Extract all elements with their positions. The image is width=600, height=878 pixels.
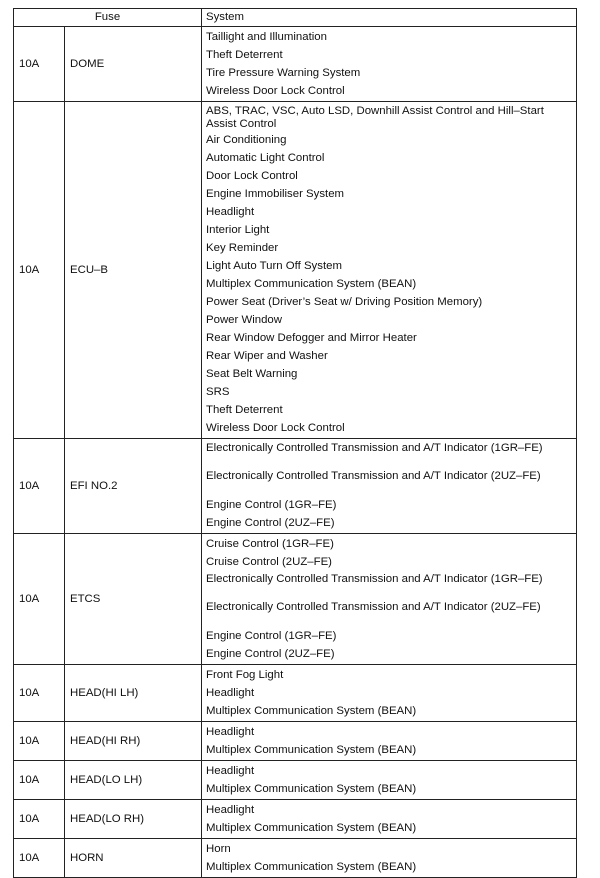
system-item: Theft Deterrent (206, 49, 283, 61)
system-item: Rear Window Defogger and Mirror Heater (206, 332, 417, 344)
system-item: Seat Belt Warning (206, 368, 298, 380)
table-row (14, 665, 577, 722)
system-item: Headlight (206, 206, 255, 218)
fuse-name: HEAD(HI LH) (65, 665, 202, 722)
fuse-amperage: 10A (14, 27, 65, 102)
table-body (14, 27, 577, 878)
system-item: Air Conditioning (206, 134, 287, 146)
system-item: Cruise Control (2UZ–FE) (206, 556, 332, 568)
table-row (14, 800, 577, 839)
system-item: Engine Control (1GR–FE) (206, 499, 337, 511)
system-item: Interior Light (206, 224, 270, 236)
system-item: Light Auto Turn Off System (206, 260, 342, 272)
system-item: Wireless Door Lock Control (206, 422, 345, 434)
system-item: Multiplex Communication System (BEAN) (206, 783, 417, 795)
system-item: Engine Immobiliser System (206, 188, 345, 200)
system-item: Engine Control (2UZ–FE) (206, 517, 335, 529)
table-row (14, 761, 577, 800)
system-column-header: System (202, 9, 577, 27)
system-item: Taillight and Illumination (206, 31, 327, 43)
system-item: Multiplex Communication System (BEAN) (206, 278, 417, 290)
system-item: Headlight (206, 765, 255, 777)
header-row (14, 9, 577, 27)
system-item: Headlight (206, 687, 255, 699)
table-row (14, 439, 577, 534)
table-row (14, 534, 577, 665)
system-item: Wireless Door Lock Control (206, 85, 345, 97)
system-item: Key Reminder (206, 242, 279, 254)
fuse-amperage: 10A (14, 839, 65, 878)
fuse-amperage: 10A (14, 761, 65, 800)
fuse-amperage: 10A (14, 439, 65, 534)
system-list (202, 439, 577, 534)
system-item: Multiplex Communication System (BEAN) (206, 822, 417, 834)
system-list (202, 839, 577, 878)
system-item: Multiplex Communication System (BEAN) (206, 705, 417, 717)
fuse-name: HEAD(HI RH) (65, 722, 202, 761)
system-item: Theft Deterrent (206, 404, 283, 416)
system-item: Engine Control (2UZ–FE) (206, 648, 335, 660)
system-item: Power Seat (Driver’s Seat w/ Driving Position Memory) (206, 296, 483, 308)
system-item: Electronically Controlled Transmission and A/T Indicator (1GR–FE) (206, 573, 543, 585)
fuse-amperage: 10A (14, 102, 65, 439)
fuse-name: ETCS (65, 534, 202, 665)
system-item: Electronically Controlled Transmission and A/T Indicator (2UZ–FE) (206, 601, 541, 613)
system-list (202, 722, 577, 761)
system-item: ABS, TRAC, VSC, Auto LSD, Downhill Assist Control and Hill–Start Assist Control (206, 105, 544, 130)
system-item: Electronically Controlled Transmission and A/T Indicator (1GR–FE) (206, 442, 543, 454)
system-item: Cruise Control (1GR–FE) (206, 538, 334, 550)
fuse-amperage: 10A (14, 534, 65, 665)
system-item: Horn (206, 843, 231, 855)
system-item: Multiplex Communication System (BEAN) (206, 861, 417, 873)
system-item: Automatic Light Control (206, 152, 325, 164)
fuse-amperage: 10A (14, 722, 65, 761)
system-item: SRS (206, 386, 230, 398)
system-list (202, 534, 577, 665)
system-item: Rear Wiper and Washer (206, 350, 328, 362)
system-list (202, 27, 577, 102)
fuse-amperage: 10A (14, 665, 65, 722)
system-list (202, 665, 577, 722)
system-item: Headlight (206, 726, 255, 738)
fuse-name: HEAD(LO LH) (65, 761, 202, 800)
fuse-name: HEAD(LO RH) (65, 800, 202, 839)
table-row (14, 102, 577, 439)
table-row (14, 839, 577, 878)
fuse-name: EFI NO.2 (65, 439, 202, 534)
system-item: Headlight (206, 804, 255, 816)
system-item: Engine Control (1GR–FE) (206, 630, 337, 642)
system-list (202, 761, 577, 800)
system-list (202, 102, 577, 439)
fuse-name: ECU–B (65, 102, 202, 439)
system-item: Electronically Controlled Transmission and A/T Indicator (2UZ–FE) (206, 470, 541, 482)
fuse-table (13, 8, 577, 878)
system-list (202, 800, 577, 839)
system-item: Power Window (206, 314, 282, 326)
fuse-name: DOME (65, 27, 202, 102)
system-item: Front Fog Light (206, 669, 284, 681)
system-item: Multiplex Communication System (BEAN) (206, 744, 417, 756)
fuse-column-header: Fuse (14, 9, 202, 27)
table-header (14, 9, 577, 27)
table-row (14, 722, 577, 761)
fuse-name: HORN (65, 839, 202, 878)
table-row (14, 27, 577, 102)
fuse-amperage: 10A (14, 800, 65, 839)
system-item: Door Lock Control (206, 170, 298, 182)
system-item: Tire Pressure Warning System (206, 67, 361, 79)
